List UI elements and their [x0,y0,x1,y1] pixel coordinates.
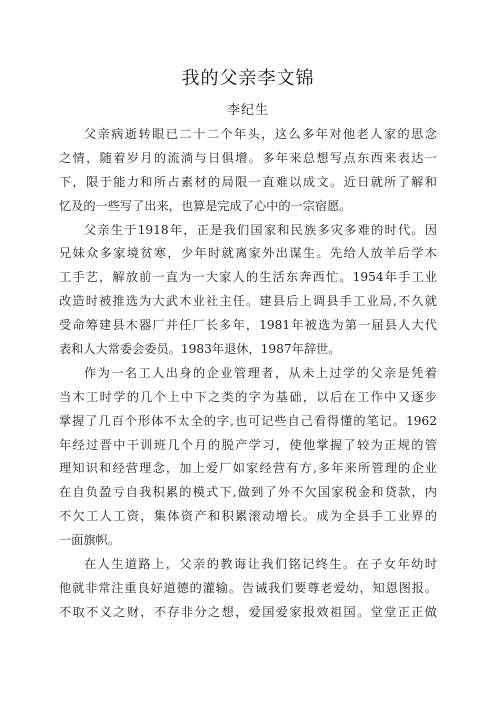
text-line: 在人生道路上，父亲的教诲让我们铭记终生。在子女年幼时 [84,557,437,572]
text-line: 工手艺，解放前一直为一大家人的生活东奔西忙。1954年手工业 [59,270,437,285]
text-line: 掌握了几百个形体不太全的字,也可记些自己看得懂的笔记。1962 [59,413,437,428]
text-line: 一面旗帜。 [59,533,120,548]
document-title: 我的父亲李文锦 [181,68,315,89]
article-body [59,123,437,625]
text-line: 表和人大常委会委员。1983年退休，1987年辞世。 [59,342,341,357]
text-line: 父亲生于1918年，正是我们国家和民族多灾多难的时代。因 [84,222,437,237]
text-line: 之情，随着岁月的流淌与日俱增。多年来总想写点东西来表达一 [59,150,437,165]
paragraph-1 [59,123,437,219]
text-line: 父亲病逝转眼已二十二个年头，这么多年对他老人家的思念 [84,127,437,141]
text-line: 当木工时学的几个上中下之类的字为基础，以后在工作中又逐步 [59,389,437,404]
text-line: 在自负盈亏自我积累的模式下,做到了外不欠国家税金和贷款，内 [59,485,437,500]
text-line: 不取不义之财，不存非分之想，爱国爱家报效祖国。堂堂正正做 [59,604,437,619]
text-line: 理知识和经营理念，加上爱厂如家经营有方,多年来所管理的企业 [59,461,437,476]
paragraph-2 [59,219,437,362]
text-line: 不欠工人工资，集体资产和积累滚动增长。成为全县手工业界的 [59,509,437,524]
text-line: 年经过晋中干训班几个月的脱产学习，使他掌握了较为正规的管 [59,437,437,452]
paragraph-3 [59,362,437,553]
text-line: 作为一名工人出身的企业管理者，从未上过学的父亲是凭着 [84,365,437,380]
text-line: 改造时被推选为大武木业社主任。建县后上调县手工业局,不久就 [59,294,437,309]
text-line: 他就非常注重良好道德的灌输。告诫我们要尊老爱幼，知恩图报。 [59,580,437,595]
author-name: 李纪生 [226,103,269,118]
text-line: 受命筹建县木器厂并任厂长多年，1981年被选为第一届县人大代 [59,318,437,333]
text-line: 兄妹众多家境贫寒，少年时就离家外出谋生。先给人放羊后学木 [59,246,437,261]
paragraph-4 [59,553,437,625]
text-line: 忆及的一些写了出来，也算是完成了心中的一宗宿愿。 [59,198,352,213]
text-line: 下，限于能力和所占素材的局限一直难以成文。近日就所了解和 [59,174,437,189]
